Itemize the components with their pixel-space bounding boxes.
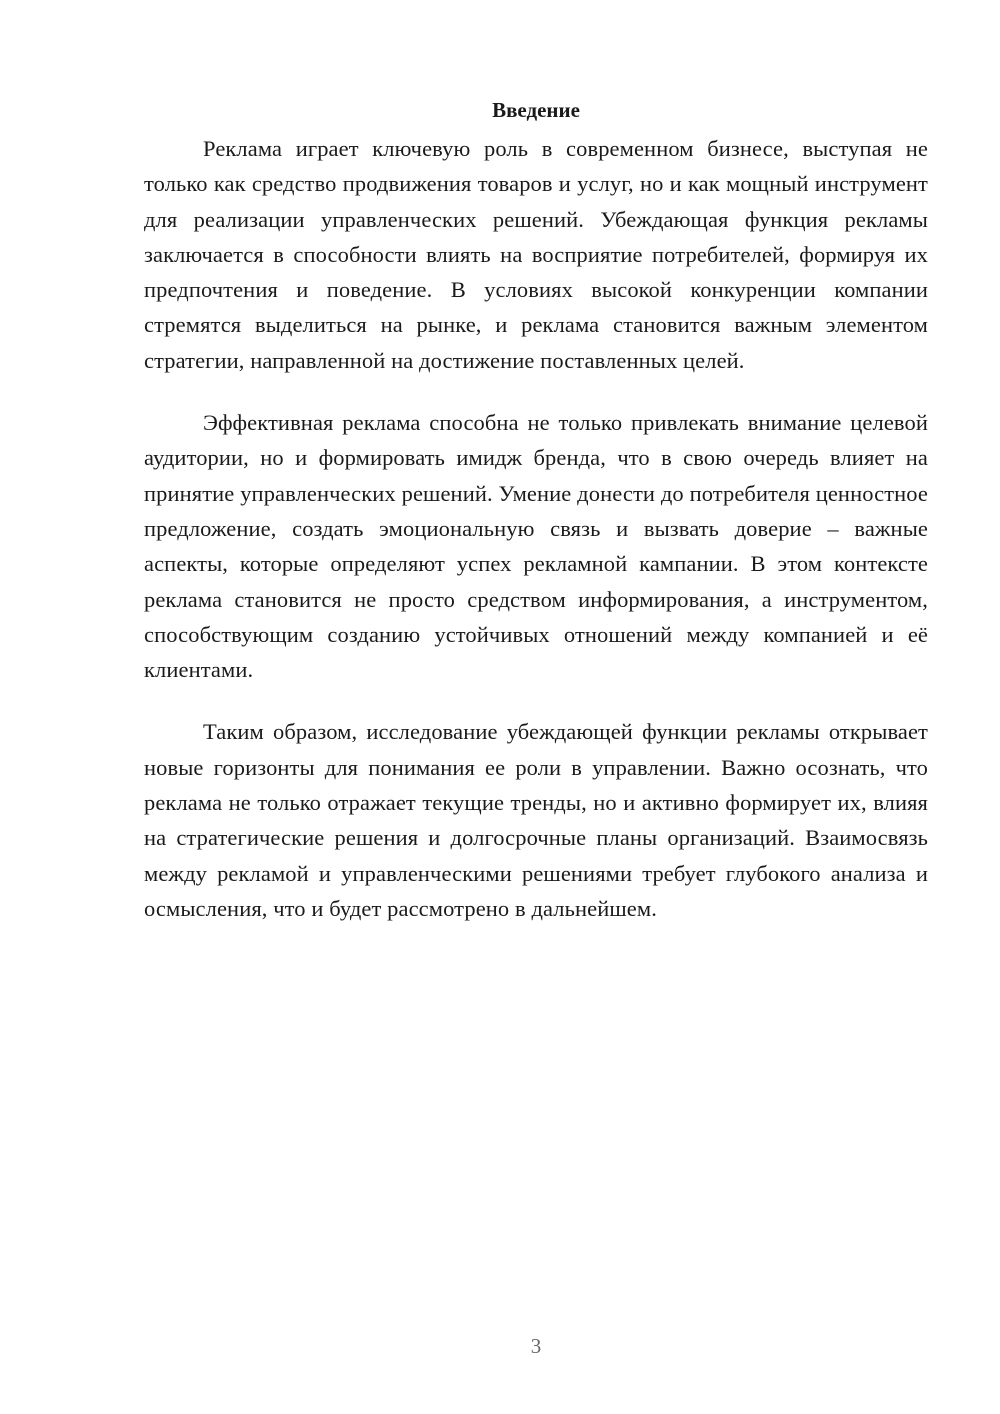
paragraph-1: Реклама играет ключевую роль в современном бизнесе, выступая не только как средство продвижения товаров и услуг, но и как мощный инструмент для реализации управленческих решений. Убеждающая функция рекламы заключается в способности влиять на восприятие потребителей, формируя их предпочтения и поведение. В условиях высокой конкуренции компании стремятся выделиться на рынке, и реклама становится важным элементом стратегии, направленной на достижение поставленных целей.: [144, 136, 928, 373]
page-content: [144, 96, 928, 926]
paragraph-3: Таким образом, исследование убеждающей функции рекламы открывает новые горизонты для понимания ее роли в управлении. Важно осознать, что реклама не только отражает текущие тренды, но и активно формирует их, влияя на стратегические решения и долгосрочные планы организаций. Взаимосвязь между рекламой и управленческими решениями требует глубокого анализа и осмысления, что и будет рассмотрено в дальнейшем.: [144, 719, 928, 921]
page-number: 3: [530, 1334, 542, 1358]
section-title: Введение: [492, 98, 580, 122]
paragraph-2: Эффективная реклама способна не только привлекать внимание целевой аудитории, но и формировать имидж бренда, что в свою очередь влияет на принятие управленческих решений. Умение донести до потребителя ценностное предложение, создать эмоциональную связь и вызвать доверие – важные аспекты, которые определяют успех рекламной кампании. В этом контексте реклама становится не просто средством информирования, а инструментом, способствующим созданию устойчивых отношений между компанией и её клиентами.: [144, 410, 928, 683]
